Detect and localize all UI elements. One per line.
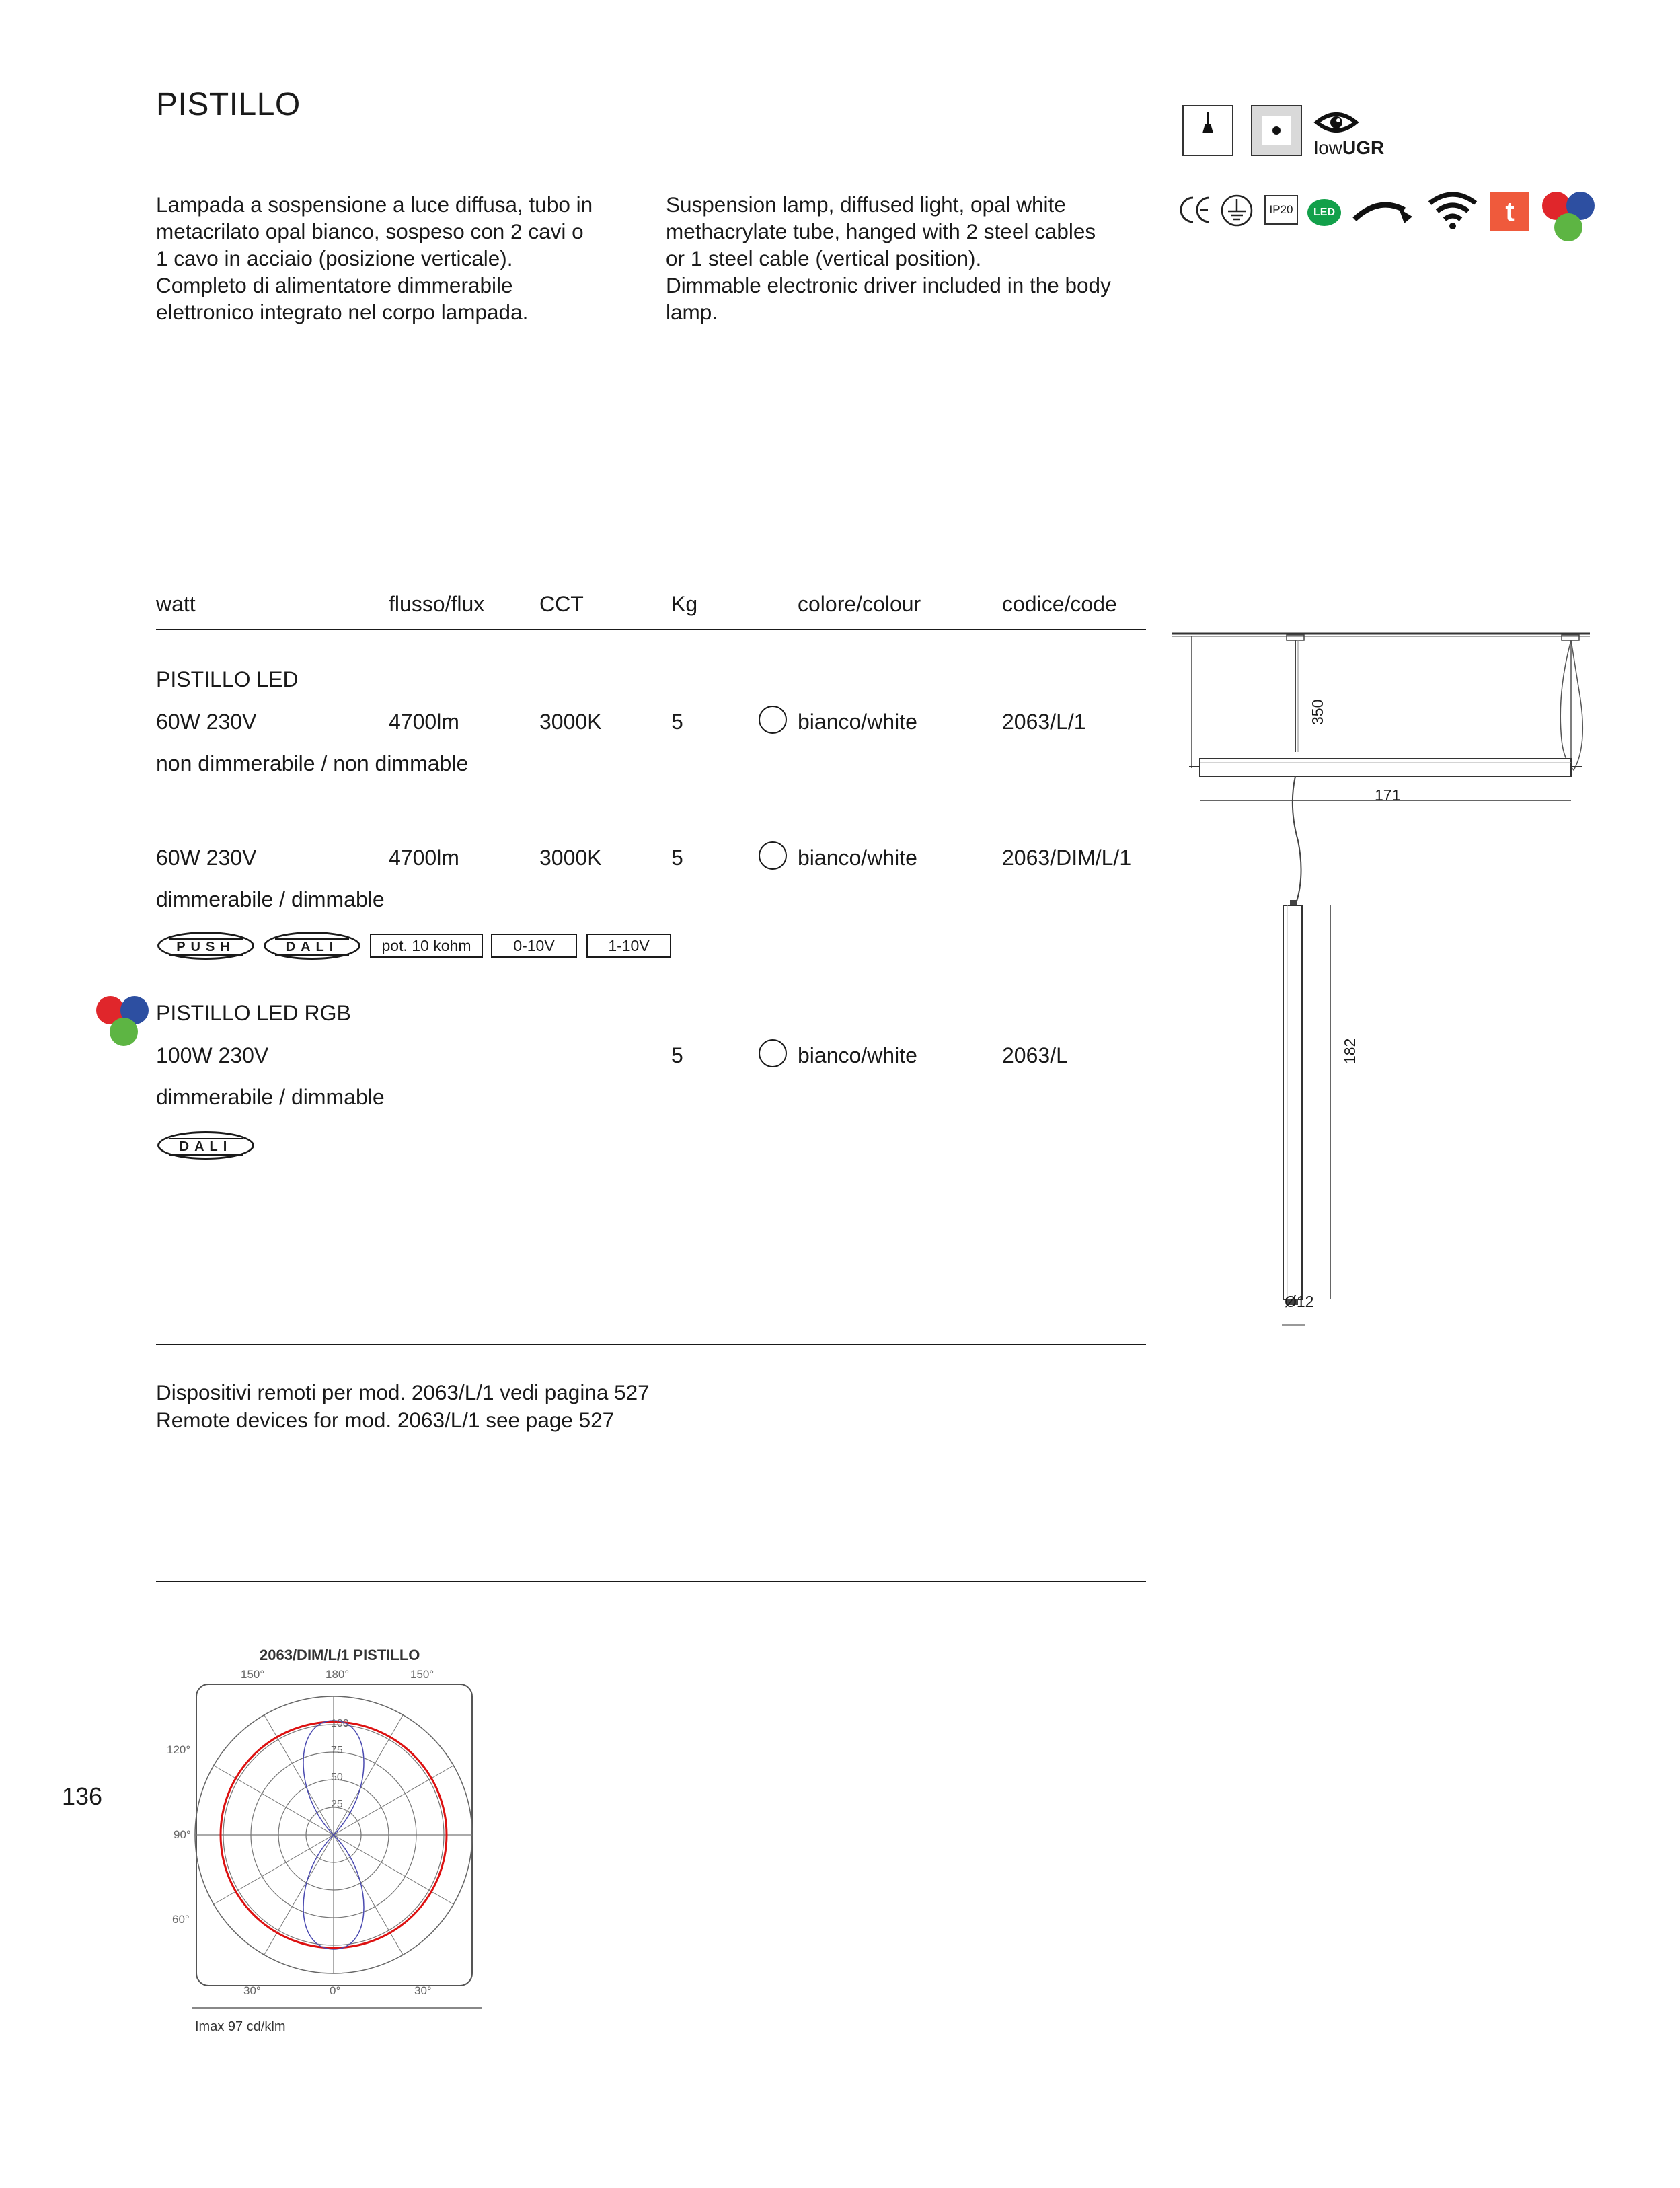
desc-en-line: lamp. xyxy=(666,300,718,324)
technical-drawing xyxy=(1170,619,1601,1332)
desc-en-line: methacrylate tube, hanged with 2 steel cables xyxy=(666,219,1096,243)
ip-rating-badge: IP20 xyxy=(1264,195,1298,225)
angle-label: 150° xyxy=(241,1668,265,1681)
col-header-kg: Kg xyxy=(671,592,698,616)
polar-footer: Imax 97 cd/klm xyxy=(195,2019,286,2034)
description-english xyxy=(666,191,1150,326)
earth-ground-icon xyxy=(1220,194,1254,227)
eye-icon xyxy=(1313,108,1367,137)
description-italian xyxy=(156,191,640,326)
col-header-watt: watt xyxy=(156,592,196,616)
angle-label: 30° xyxy=(243,1984,261,1997)
col-header-colour: colore/colour xyxy=(798,592,921,616)
cell-kg: 5 xyxy=(671,1043,683,1067)
desc-it-line: 1 cavo in acciaio (posizione verticale). xyxy=(156,246,513,270)
dali-control-badge: DALI xyxy=(264,932,360,960)
dali-control-badge: DALI xyxy=(157,1131,254,1160)
cell-code: 2063/DIM/L/1 xyxy=(1002,845,1132,870)
white-swatch xyxy=(759,1039,787,1067)
page-number: 136 xyxy=(62,1782,103,1810)
angle-label: 90° xyxy=(174,1828,191,1841)
cell-watt: 100W 230V xyxy=(156,1043,269,1067)
ring-label: 75 xyxy=(331,1745,343,1756)
angle-label: 60° xyxy=(172,1913,190,1926)
cell-flux: 4700lm xyxy=(389,845,459,870)
pendant-lamp-icon xyxy=(1182,105,1233,156)
pot-control-badge: pot. 10 kohm xyxy=(370,934,483,958)
low-ugr-label: lowUGR xyxy=(1314,137,1385,158)
angle-label: 30° xyxy=(414,1984,432,1997)
polar-diagram xyxy=(159,1633,504,2050)
section-divider xyxy=(156,1344,1146,1345)
cell-colour: bianco/white xyxy=(798,845,917,870)
cell-watt: 60W 230V xyxy=(156,710,257,734)
desc-it-line: Lampada a sospensione a luce diffusa, tubo in xyxy=(156,192,593,217)
col-header-cct: CCT xyxy=(539,592,584,616)
cell-colour: bianco/white xyxy=(798,710,917,734)
header-divider xyxy=(156,629,1146,630)
angle-label: 0° xyxy=(330,1984,341,1997)
dimension-height-label: 350 xyxy=(1309,699,1326,725)
polar-footer-line xyxy=(192,2007,482,2009)
cell-code: 2063/L/1 xyxy=(1002,710,1086,734)
cell-kg: 5 xyxy=(671,845,683,870)
angle-label: 120° xyxy=(167,1743,191,1756)
dimension-diameter-label: Ø12 xyxy=(1285,1293,1314,1310)
rgb-circles-icon xyxy=(1540,188,1601,246)
dimension-length-label: 182 xyxy=(1341,1038,1359,1064)
desc-it-line: Completo di alimentatore dimmerabile xyxy=(156,273,513,297)
dimension-width-label: 171 xyxy=(1375,786,1401,804)
remote-devices-note xyxy=(156,1379,650,1434)
col-header-code: codice/code xyxy=(1002,592,1117,616)
cell-cct: 3000K xyxy=(539,845,602,870)
cell-watt: 60W 230V xyxy=(156,845,257,870)
cell-cct: 3000K xyxy=(539,710,602,734)
ceiling-spot-icon xyxy=(1251,105,1302,156)
cell-colour: bianco/white xyxy=(798,1043,917,1067)
push-control-badge: PUSH xyxy=(157,932,254,960)
group-title: PISTILLO LED RGB xyxy=(156,1001,351,1025)
white-swatch xyxy=(759,841,787,870)
page-title: PISTILLO xyxy=(156,87,301,122)
1-10v-control-badge: 1-10V xyxy=(586,934,671,958)
note-line: Dispositivi remoti per mod. 2063/L/1 vedi pagina 527 xyxy=(156,1380,650,1404)
ring-label: 100 xyxy=(331,1718,349,1729)
desc-en-line: or 1 steel cable (vertical position). xyxy=(666,246,982,270)
polar-title: 2063/DIM/L/1 PISTILLO xyxy=(260,1647,420,1663)
rgb-circles-icon xyxy=(94,994,155,1052)
dimmable-note: dimmerabile / dimmable xyxy=(156,1085,385,1109)
ring-label: 25 xyxy=(331,1799,343,1810)
col-header-flux: flusso/flux xyxy=(389,592,485,616)
note-line: Remote devices for mod. 2063/L/1 see page 527 xyxy=(156,1408,615,1432)
section-divider xyxy=(156,1581,1146,1582)
desc-en-line: Suspension lamp, diffused light, opal white xyxy=(666,192,1066,217)
desc-en-line: Dimmable electronic driver included in the body xyxy=(666,273,1111,297)
dimmer-curve-icon xyxy=(1352,190,1416,230)
white-swatch xyxy=(759,706,787,734)
cell-code: 2063/L xyxy=(1002,1043,1068,1067)
angle-label: 180° xyxy=(326,1668,350,1681)
0-10v-control-badge: 0-10V xyxy=(491,934,577,958)
cell-kg: 5 xyxy=(671,710,683,734)
desc-it-line: metacrilato opal bianco, sospeso con 2 cavi o xyxy=(156,219,584,243)
dimmable-note: dimmerabile / dimmable xyxy=(156,887,385,911)
tuya-app-icon: t xyxy=(1490,192,1529,231)
dimmable-note: non dimmerabile / non dimmable xyxy=(156,751,469,776)
angle-label: 150° xyxy=(410,1668,434,1681)
desc-it-line: elettronico integrato nel corpo lampada. xyxy=(156,300,529,324)
group-title: PISTILLO LED xyxy=(156,667,299,691)
led-badge: LED xyxy=(1307,199,1341,226)
wifi-icon xyxy=(1426,190,1480,231)
ce-mark-icon xyxy=(1178,194,1212,226)
cell-flux: 4700lm xyxy=(389,710,459,734)
ring-label: 50 xyxy=(331,1772,343,1783)
